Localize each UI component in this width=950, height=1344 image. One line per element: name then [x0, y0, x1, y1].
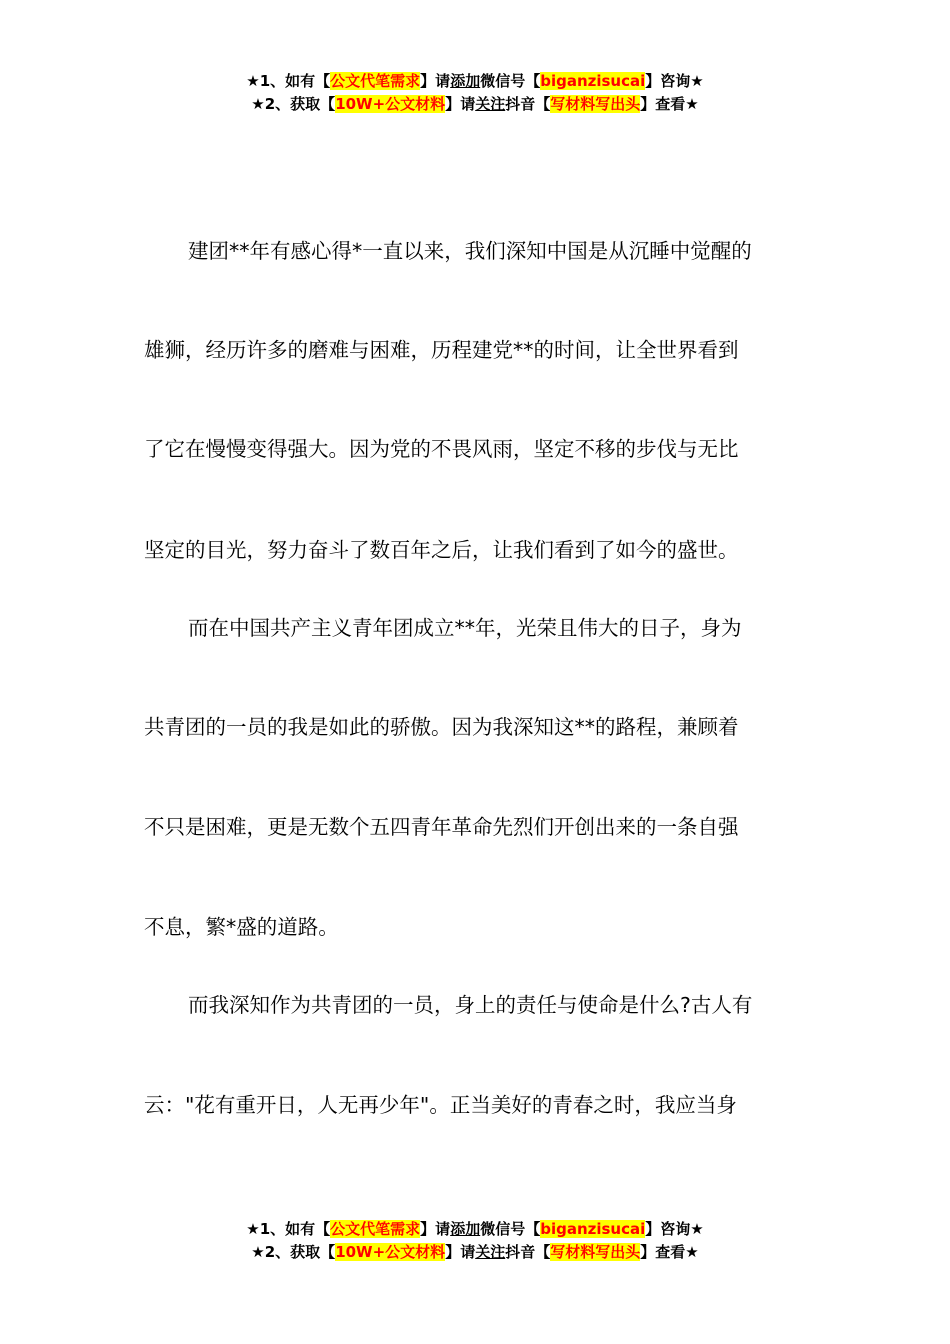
banner-text: 】请 [420, 1220, 451, 1238]
banner-text: ★1、如有【 [246, 1220, 331, 1238]
banner-line-1 [0, 1218, 950, 1241]
banner-text: 抖音【 [505, 95, 551, 113]
top-banner [0, 70, 950, 116]
banner-highlight-service: 公文代笔需求 [330, 72, 421, 90]
paragraph-line: 坚定的目光，努力奋斗了数百年之后，让我们看到了如今的盛世。 [144, 538, 739, 562]
banner-line-1 [0, 70, 950, 93]
paragraph-line: 不只是困难，更是无数个五四青年革命先烈们开创出来的一条自强 [144, 815, 739, 839]
paragraph-line: 共青团的一员的我是如此的骄傲。因为我深知这**的路程，兼顾着 [144, 715, 739, 739]
bottom-banner [0, 1218, 950, 1264]
banner-line-2 [0, 1241, 950, 1264]
banner-highlight-materials: 10W+公文材料 [335, 95, 446, 113]
banner-text: 】请 [445, 1243, 476, 1261]
paragraph-line: 而在中国共产主义青年团成立**年，光荣且伟大的日子，身为 [188, 616, 742, 640]
banner-highlight-douyin-id: 写材料写出头 [550, 1243, 641, 1261]
paragraph-line: 而我深知作为共青团的一员，身上的责任与使命是什么?古人有 [188, 993, 753, 1017]
banner-text: 微信号【 [480, 1220, 541, 1238]
paragraph-line: 云："花有重开日，人无再少年"。正当美好的青春之时，我应当身 [144, 1093, 737, 1117]
banner-underline-add: 添加 [450, 1220, 481, 1238]
banner-text: ★2、获取【 [251, 95, 336, 113]
banner-highlight-wechat-id: biganzisucai [540, 1220, 646, 1238]
banner-underline-follow: 关注 [475, 95, 506, 113]
banner-line-2 [0, 93, 950, 116]
banner-highlight-wechat-id: biganzisucai [540, 72, 646, 90]
banner-underline-add: 添加 [450, 72, 481, 90]
paragraph-line: 建团**年有感心得*一直以来，我们深知中国是从沉睡中觉醒的 [188, 239, 752, 263]
banner-text: 】咨询★ [645, 1220, 704, 1238]
paragraph-line: 了它在慢慢变得强大。因为党的不畏风雨，坚定不移的步伐与无比 [144, 437, 739, 461]
banner-text: 】查看★ [640, 1243, 699, 1261]
banner-text: 】请 [445, 95, 476, 113]
paragraph-line: 不息，繁*盛的道路。 [144, 915, 339, 939]
banner-text: ★1、如有【 [246, 72, 331, 90]
paragraph-line: 雄狮，经历许多的磨难与困难，历程建党**的时间，让全世界看到 [144, 338, 739, 362]
banner-highlight-douyin-id: 写材料写出头 [550, 95, 641, 113]
banner-text: 微信号【 [480, 72, 541, 90]
banner-text: 】请 [420, 72, 451, 90]
banner-text: 抖音【 [505, 1243, 551, 1261]
banner-highlight-service: 公文代笔需求 [330, 1220, 421, 1238]
banner-text: 】咨询★ [645, 72, 704, 90]
banner-underline-follow: 关注 [475, 1243, 506, 1261]
banner-highlight-materials: 10W+公文材料 [335, 1243, 446, 1261]
banner-text: ★2、获取【 [251, 1243, 336, 1261]
banner-text: 】查看★ [640, 95, 699, 113]
